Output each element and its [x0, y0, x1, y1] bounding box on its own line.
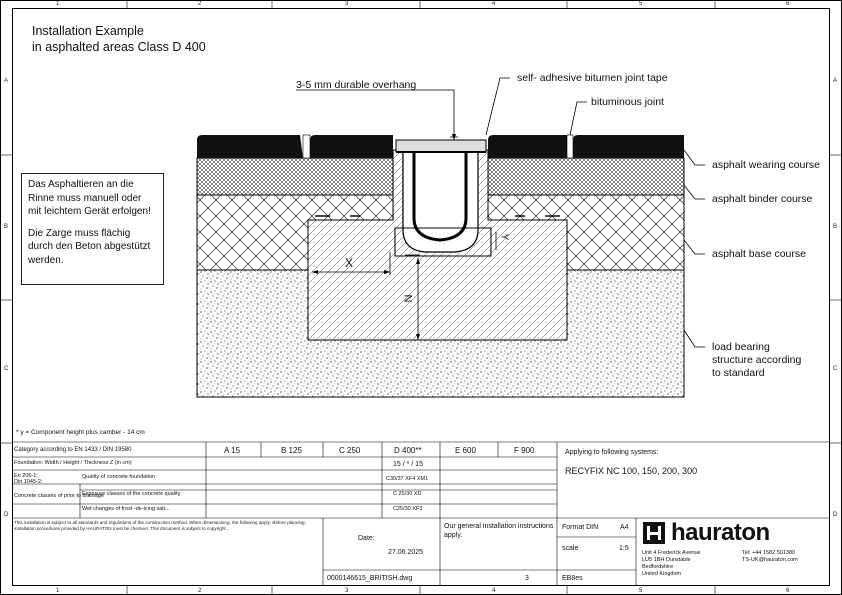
- grid-col-2-bottom: 2: [198, 588, 202, 594]
- callout-joint-tape: self- adhesive bitumen joint tape: [517, 72, 668, 84]
- grid-col-4-bottom: 4: [492, 588, 496, 594]
- class-a15: A 15: [224, 446, 241, 455]
- table-row-quality: Quality of concrete foundation: [82, 474, 156, 480]
- format-value: A4: [620, 524, 629, 531]
- callout-binder-course: asphalt binder course: [712, 193, 813, 205]
- grid-col-1-bottom: 1: [56, 588, 60, 594]
- dimension-y-label: Y: [498, 233, 510, 241]
- table-row-category: Category according to EN 1433 / DIN 19580: [14, 447, 132, 453]
- callout-bituminous-joint: bituminous joint: [591, 96, 664, 108]
- instructions-text: Our general installation instructions apply.: [444, 523, 554, 539]
- grid-row-d: D: [4, 512, 9, 518]
- drawing-code: EB8es: [562, 575, 583, 582]
- wet-value: C25/30 XF3: [393, 506, 423, 512]
- title-line-1: Installation Example: [32, 24, 144, 38]
- scale-label: scale: [562, 545, 579, 552]
- footnote: * y = Component height plus camber - 14 cm: [16, 429, 145, 436]
- callout-overhang: 3-5 mm durable overhang: [296, 79, 417, 91]
- table-row-din: Din 1045-2:: [14, 479, 43, 485]
- email: TS-UK@hauraton.com: [742, 557, 798, 563]
- grid-row-d-right: D: [833, 512, 838, 518]
- grid-col-5: 5: [639, 1, 643, 7]
- grid-col-2: 2: [198, 1, 202, 7]
- class-b125: B 125: [281, 446, 302, 455]
- table-row-exposure: Exposure classes of the concrete quality: [82, 491, 181, 497]
- grid-row-a: A: [4, 78, 9, 84]
- class-e600: E 600: [455, 446, 476, 455]
- callout-load-bearing-2: structure according: [712, 354, 802, 366]
- callout-wearing-course: asphalt wearing course: [712, 159, 820, 171]
- class-c250: C 250: [339, 446, 361, 455]
- dimension-x-label: X: [345, 256, 354, 270]
- callout-load-bearing-3: to standard: [712, 367, 765, 379]
- date-label: Date:: [358, 535, 375, 542]
- grid-row-c: C: [4, 366, 9, 372]
- table-row-foundation: Foundation: Width / Height / Thickness Z (in cm): [14, 460, 132, 466]
- title-line-2: in asphalted areas Class D 400: [32, 40, 206, 54]
- grid-row-c-right: C: [833, 366, 838, 372]
- grid-row-b-right: B: [833, 224, 838, 230]
- brand-name: hauraton: [671, 519, 770, 546]
- address-line-3: Bedfordshire: [642, 564, 674, 570]
- date-value: 27.06.2025: [388, 549, 424, 556]
- note-paragraph-2: Die Zarge muss flächig durch den Beton abgestützt werden.: [28, 227, 151, 266]
- grid-col-1: 1: [56, 1, 60, 7]
- callout-load-bearing-1: load bearing: [712, 341, 770, 353]
- grid-row-b: B: [4, 224, 9, 230]
- table-row-wet: Wet changes of frost -de-icing salt...: [82, 506, 170, 512]
- telephone: Tel: +44 1582 501380: [742, 550, 796, 556]
- grid-row-a-right: A: [833, 78, 838, 84]
- callout-base-course: asphalt base course: [712, 248, 806, 260]
- quality-value: C30/37 XF4 XM1: [386, 476, 429, 482]
- dimension-z-label: N: [401, 294, 414, 303]
- scale-value: 1:5: [619, 545, 629, 552]
- grid-col-4: 4: [492, 1, 496, 7]
- sheet-number: 3: [525, 575, 529, 582]
- class-f900: F 900: [514, 446, 535, 455]
- address-line-4: United Kingdom: [642, 571, 682, 577]
- grid-col-3-bottom: 3: [345, 588, 349, 594]
- applying-label: Applying to following systems:: [565, 449, 659, 456]
- address-line-1: Unit 4 Frederick Avenue: [642, 550, 701, 556]
- note-paragraph-1: Das Asphaltieren an die Rinne muss manuell oder mit leichtem Gerät erfolgen!: [28, 179, 151, 217]
- table-row-aeration: Concrete classes of prior to drainage: [14, 493, 104, 499]
- disclaimer-text: This installation is subject to all standards and regulations of the construction method. When dimensioning, the following apply: Before planning, installation procedures provided by HAURATON must be checked. This document is subject to copyright...: [14, 520, 306, 531]
- systems-value: RECYFIX NC 100, 150, 200, 300: [565, 466, 698, 476]
- exposure-value: C 25/30 XD: [393, 491, 422, 497]
- grid-col-6: 6: [786, 1, 790, 7]
- table-row-en: En 206-1:: [14, 473, 38, 479]
- address-line-2: LU5 1BH Dunstable: [642, 557, 691, 563]
- class-d400: D 400**: [394, 446, 422, 455]
- grid-col-6-bottom: 6: [786, 588, 790, 594]
- foundation-value: 15 / * / 15: [393, 461, 423, 468]
- file-name: 0000146615_BRITISH.dwg: [327, 575, 413, 582]
- grid-col-3: 3: [345, 1, 349, 7]
- format-label: Format DIN: [562, 524, 599, 531]
- grid-col-5-bottom: 5: [639, 588, 643, 594]
